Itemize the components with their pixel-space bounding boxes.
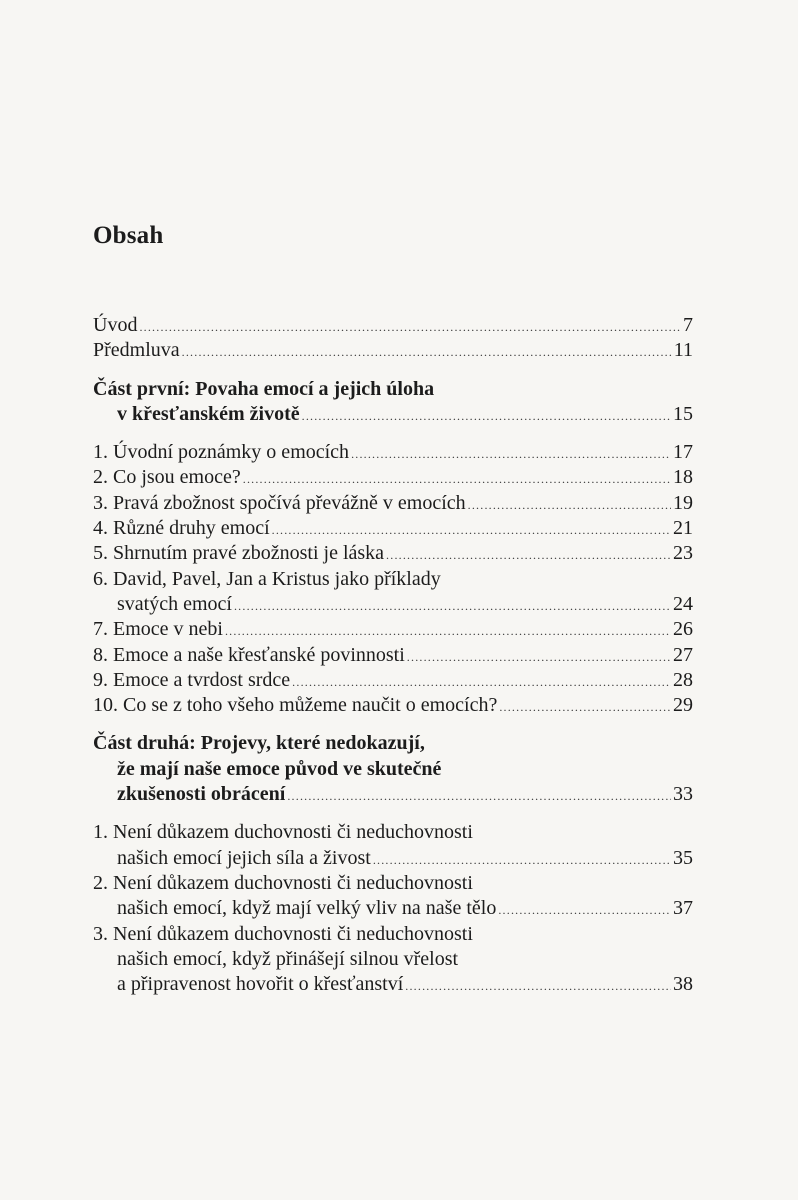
- toc-entry-label: a připravenost hovořit o křesťanství: [117, 973, 404, 996]
- toc-entry-chapter[interactable]: [93, 643, 693, 668]
- toc-entry-preface[interactable]: [93, 338, 693, 363]
- dot-leader: [498, 898, 671, 923]
- dot-leader: [386, 543, 671, 568]
- dot-leader: [351, 442, 671, 467]
- toc-entry-label: našich emocí, když přinášejí silnou vřelost: [117, 947, 459, 970]
- toc-entry-label: 6. David, Pavel, Jan a Kristus jako příklady: [93, 567, 441, 590]
- toc-entry-label: svatých emocí: [117, 592, 232, 615]
- toc-entry-chapter[interactable]: [93, 820, 693, 871]
- toc-page-number: 23: [673, 542, 693, 565]
- toc-page-number: 15: [673, 402, 693, 425]
- dot-leader: [292, 670, 671, 695]
- dot-leader: [234, 594, 671, 619]
- toc-page-number: 28: [673, 668, 693, 691]
- toc-entry-chapter[interactable]: [93, 491, 693, 516]
- toc-page-number: 18: [673, 466, 693, 489]
- toc-entry-label: 1. Není důkazem duchovnosti či neduchovnosti: [93, 821, 473, 844]
- part-heading-line: Část druhá: Projevy, které nedokazují,: [93, 732, 425, 755]
- page-title: Obsah: [93, 222, 164, 249]
- part-heading-line: v křesťanském životě: [117, 402, 300, 425]
- dot-leader: [468, 493, 671, 518]
- toc-entry-intro[interactable]: [93, 313, 693, 338]
- toc-entry-chapter[interactable]: [93, 871, 693, 922]
- toc-entry-label: Předmluva: [93, 339, 180, 362]
- part-heading-line: zkušenosti obrácení: [117, 783, 286, 806]
- toc-part-heading-1[interactable]: [93, 377, 693, 428]
- toc-page-number: 33: [673, 783, 693, 806]
- toc-page-number: 37: [673, 897, 693, 920]
- toc-entry-chapter[interactable]: [93, 668, 693, 693]
- toc-entry-chapter[interactable]: [93, 541, 693, 566]
- dot-leader: [407, 645, 671, 670]
- toc-entry-label: Úvod: [93, 314, 138, 336]
- toc-entry-chapter[interactable]: [93, 465, 693, 490]
- toc-entry-label: 9. Emoce a tvrdost srdce: [93, 668, 291, 691]
- table-of-contents: [93, 313, 693, 997]
- dot-leader: [302, 404, 671, 429]
- toc-entry-label: 7. Emoce v nebi: [93, 618, 223, 641]
- toc-entry-chapter[interactable]: [93, 693, 693, 718]
- toc-entry-label: 5. Shrnutím pravé zbožnosti je láska: [93, 542, 385, 565]
- dot-leader: [225, 619, 671, 644]
- toc-page-number: 29: [673, 694, 693, 717]
- dot-leader: [272, 518, 671, 543]
- toc-page-number: 21: [673, 517, 693, 540]
- toc-entry-chapter[interactable]: [93, 516, 693, 541]
- toc-entry-label: našich emocí jejich síla a živost: [117, 846, 371, 869]
- toc-entry-label: 4. Různé druhy emocí: [93, 517, 270, 540]
- toc-entry-chapter[interactable]: [93, 922, 693, 998]
- toc-page-number: 24: [673, 592, 693, 615]
- toc-entry-label: 1. Úvodní poznámky o emocích: [93, 441, 350, 464]
- dot-leader: [243, 467, 671, 492]
- part-heading-line: že mají naše emoce původ ve skutečné: [117, 757, 442, 780]
- dot-leader: [182, 340, 672, 365]
- toc-entry-label: 8. Emoce a naše křesťanské povinnosti: [93, 643, 405, 666]
- toc-entry-label: 3. Pravá zbožnost spočívá převážně v emocích: [93, 491, 466, 514]
- toc-entry-label: 2. Co jsou emoce?: [93, 466, 241, 489]
- toc-page-number: 11: [673, 339, 693, 362]
- part-heading-line: Část první: Povaha emocí a jejich úloha: [93, 377, 435, 400]
- toc-page-number: 7: [683, 314, 693, 336]
- toc-entry-label: našich emocí, když mají velký vliv na naše tělo: [117, 897, 497, 920]
- toc-part-heading-2[interactable]: [93, 731, 693, 807]
- dot-leader: [373, 848, 671, 873]
- dot-leader: [287, 784, 671, 809]
- toc-entry-label: 2. Není důkazem duchovnosti či neduchovnosti: [93, 871, 473, 894]
- toc-page-number: 27: [673, 643, 693, 666]
- dot-leader: [499, 695, 671, 720]
- toc-entry-label: 10. Co se z toho všeho můžeme naučit o emocích?: [93, 694, 498, 717]
- toc-page-number: 35: [673, 846, 693, 869]
- toc-page-number: 26: [673, 618, 693, 641]
- dot-leader: [405, 974, 671, 999]
- toc-entry-chapter[interactable]: [93, 440, 693, 465]
- toc-page-number: 38: [673, 973, 693, 996]
- toc-entry-chapter[interactable]: [93, 617, 693, 642]
- toc-entry-label: 3. Není důkazem duchovnosti či neduchovnosti: [93, 922, 473, 945]
- toc-page-number: 19: [673, 491, 693, 514]
- toc-entry-chapter[interactable]: [93, 567, 693, 618]
- dot-leader: [139, 315, 681, 340]
- toc-page-number: 17: [673, 441, 693, 464]
